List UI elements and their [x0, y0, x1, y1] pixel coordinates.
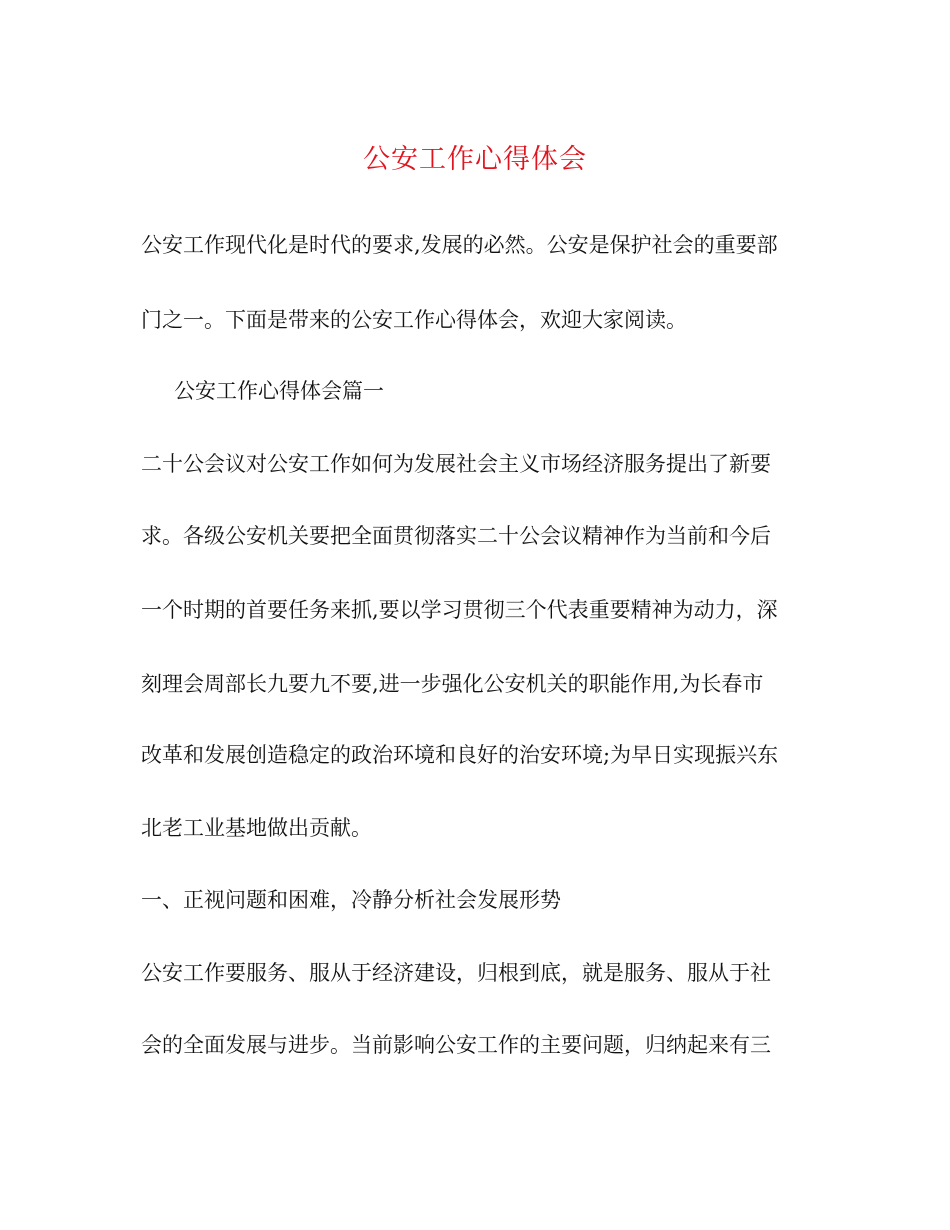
paragraph-line: 北老工业基地做出贡献。 — [141, 816, 372, 840]
paragraph-line: 公安工作现代化是时代的要求,发展的必然。公安是保护社会的重要部 — [141, 233, 778, 257]
section-heading: 公安工作心得体会篇一 — [174, 379, 384, 403]
paragraph-line: 门之一。下面是带来的公安工作心得体会，欢迎大家阅读。 — [141, 308, 687, 332]
paragraph-line: 改革和发展创造稳定的政治环境和良好的治安环境;为早日实现振兴东 — [141, 743, 779, 767]
paragraph-line: 一个时期的首要任务来抓,要以学习贯彻三个代表重要精神为动力，深 — [141, 598, 778, 622]
paragraph-line: 刻理会周部长九要九不要,进一步强化公安机关的职能作用,为长春市 — [141, 672, 764, 696]
paragraph-line: 求。各级公安机关要把全面贯彻落实二十公会议精神作为当前和今后 — [141, 524, 771, 548]
paragraph-line: 公安工作要服务、服从于经济建设，归根到底，就是服务、服从于社 — [141, 961, 771, 985]
section-heading: 一、正视问题和困难，冷静分析社会发展形势 — [141, 888, 561, 912]
paragraph-line: 会的全面发展与进步。当前影响公安工作的主要问题，归纳起来有三 — [141, 1033, 771, 1057]
document-title: 公安工作心得体会 — [363, 144, 587, 175]
paragraph-line: 二十公会议对公安工作如何为发展社会主义市场经济服务提出了新要 — [141, 452, 771, 476]
